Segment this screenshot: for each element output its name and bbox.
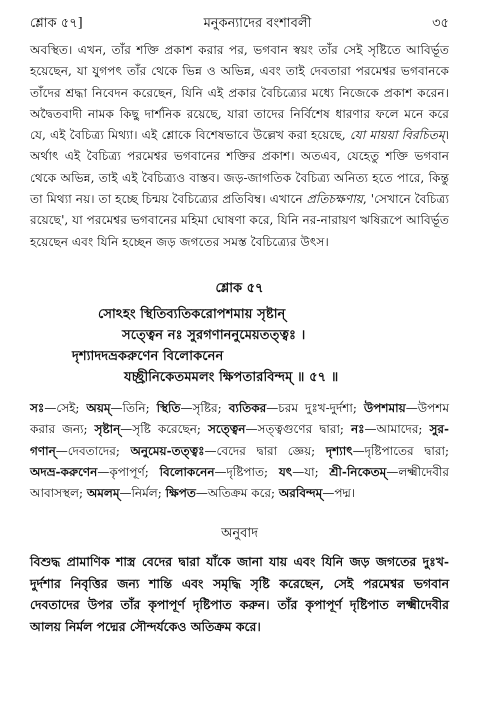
verse-line-1: সোঽহং স্থিতিব্যতিকরোপশমায় সৃষ্টান্ bbox=[98, 306, 286, 322]
synonym-word: দৃশ্যাৎ bbox=[325, 443, 353, 458]
header-verse-ref: শ্লোক ৫৭] bbox=[30, 16, 83, 31]
synonym-meaning: —উপশম করার জন্য; bbox=[30, 400, 449, 437]
synonym-meaning: —অতিক্রম করে; bbox=[195, 486, 279, 501]
synonym-word: ব্যতিকর bbox=[228, 400, 267, 415]
sanskrit-verse bbox=[30, 304, 449, 388]
synonym-word: ক্ষিপত bbox=[165, 486, 196, 501]
synonym-meaning: —তিনি; bbox=[110, 400, 157, 415]
translation-heading: অনুবাদ bbox=[221, 526, 258, 542]
synonym-meaning: —বেদের দ্বারা জ্ঞেয়; bbox=[204, 443, 326, 458]
verse-line-2: সত্ত্বেন নঃ সুরগণাননুমেয়তত্ত্বঃ । bbox=[122, 327, 306, 343]
translation-text: বিশুদ্ধ প্রামাণিক শাস্ত্র বেদের দ্বারা যাঁকে জানা যায় এবং যিনি জড় জগতের দুঃখ-দুর্দশার নিবৃত্তির জন্য শান্তি এবং সমৃদ্ধি সৃষ্টি করেছেন, সেই পরমেশ্বর ভগবান দেবতাদের উপর তাঁর কৃপাপূর্ণ দৃষ্টিপাত করুন। তাঁর কৃপাপূর্ণ দৃষ্টিপাত লক্ষ্মীদেবীর আলয় নির্মল পদ্মের সৌন্দর্যকেও অতিক্রম করে। bbox=[30, 554, 449, 634]
synonym-word: অমলম্ bbox=[86, 486, 120, 501]
purport-italic-2: প্রতিচক্ষণায় bbox=[306, 192, 363, 207]
synonym-meaning: —দৃষ্টিপাত; bbox=[214, 464, 279, 479]
purport-text-3: , 'সেখানে বৈচিত্র্য রয়েছে', যা পরমেশ্বর ভগবানের মহিমা ঘোষণা করে, যিনি নর-নারায়ণ ঋষিরূপে আবির্ভূত হয়েছেন এবং যিনি হচ্ছেন জড় জগতের সমস্ত বৈচিত্র্যের উৎস। bbox=[30, 192, 450, 249]
synonym-meaning: —সেই; bbox=[44, 400, 87, 415]
synonym-meaning: —সত্ত্বগুণের দ্বারা; bbox=[245, 422, 351, 437]
synonym-word: সৃষ্টান্ bbox=[94, 422, 121, 437]
synonym-word: সঃ bbox=[30, 400, 45, 415]
synonym-meaning: —চরম দুঃখ-দুর্দশা; bbox=[266, 400, 364, 415]
purport-text-1: অবস্থিত। এখন, তাঁর শক্তি প্রকাশ করার পর, ভগবান স্বয়ং তাঁর সেই সৃষ্টিতে আবির্ভূত হয়েছেন, যা যুগপৎ তাঁর থেকে ভিন্ন ও অভিন্ন, এবং তাই দেবতারা পরমেশ্বর ভগবানকে তাঁদের শ্রদ্ধা নিবেদন করেছেন, যিনি এই প্রকার বৈচিত্র্যের মধ্যে নিজেকে প্রকাশ করেন। অদ্বৈতবাদী নামক কিছু দার্শনিক রয়েছে, যারা তাদের নির্বিশেষ ধারণার ফলে মনে করে যে, এই বৈচিত্র্য মিথ্যা। এই শ্লোকে বিশেষভাবে উল্লেখ করা হয়েছে, bbox=[30, 43, 449, 143]
synonym-meaning: —যা; bbox=[292, 464, 330, 479]
header-chapter-title: মনুকন্যাদের বংশাবলী bbox=[203, 16, 312, 31]
synonym-word: অয়ম্ bbox=[86, 400, 111, 415]
synonym-meaning: —আমাদের; bbox=[364, 422, 430, 437]
purport-italic-1: যো মায়য়া বিরচিতম্ bbox=[349, 128, 445, 143]
synonym-meaning: —দৃষ্টিপাতের দ্বারা; bbox=[352, 443, 449, 458]
synonym-word: অদভ্র-করুণেন bbox=[30, 464, 98, 479]
synonym-meaning: —লক্ষ্মীদেবীর আবাসস্থল; bbox=[30, 464, 449, 501]
verse-title: শ্লোক ৫৭ bbox=[215, 280, 264, 296]
synonym-word: যৎ bbox=[278, 464, 293, 479]
page-header bbox=[30, 14, 449, 36]
verse-line-3: দৃশ্যাদদভ্রকরুণেন বিলোকনেন bbox=[72, 348, 224, 364]
synonym-word: অনুমেয়-তত্ত্বঃ bbox=[130, 443, 205, 458]
synonym-meaning: —পদ্ম। bbox=[322, 486, 356, 501]
synonym-word: শ্রী-নিকেতম্ bbox=[329, 464, 387, 479]
purport-text-2: । অর্থাৎ এই বৈচিত্র্য পরমেশ্বর ভগবানের শক্তির প্রকাশ। অতএব, যেহেতু শক্তি ভগবান থেকে অভিন্ন, তাই এই বৈচিত্র্যও বাস্তব। জড়-জাগতিক বৈচিত্র্য অনিত্য হতে পারে, কিন্তু তা মিথ্যা নয়। তা হচ্ছে চিন্ময় বৈচিত্র্যের প্রতিবিম্ব। এখানে bbox=[30, 128, 449, 207]
verse-line-4: যচ্ছ্রীনিকেতমমলং ক্ষিপতারবিন্দম্ ॥ ৫৭ ॥ bbox=[124, 369, 339, 385]
word-synonyms bbox=[30, 398, 449, 504]
synonym-word: সুর-গণান্ bbox=[30, 422, 449, 458]
synonym-word: বিলোকনেন bbox=[159, 464, 215, 479]
synonym-word: স্থিতি bbox=[156, 400, 181, 415]
synonym-meaning: —সৃষ্টির; bbox=[180, 400, 229, 415]
synonym-meaning: —কৃপাপূর্ণ; bbox=[97, 464, 160, 479]
synonym-meaning: —সৃষ্টি করেছেন; bbox=[120, 422, 208, 437]
synonym-word: অরবিন্দম্ bbox=[278, 486, 323, 501]
synonym-meaning: —নির্মল; bbox=[119, 486, 166, 501]
synonym-meaning: —দেবতাদের; bbox=[55, 443, 131, 458]
synonym-word: উপশমায় bbox=[363, 400, 406, 415]
synonym-word: নঃ bbox=[350, 422, 365, 437]
purport-paragraph bbox=[30, 40, 449, 253]
synonym-word: সত্ত্বেন bbox=[207, 422, 246, 437]
page-number: ৩৫ bbox=[432, 16, 449, 31]
